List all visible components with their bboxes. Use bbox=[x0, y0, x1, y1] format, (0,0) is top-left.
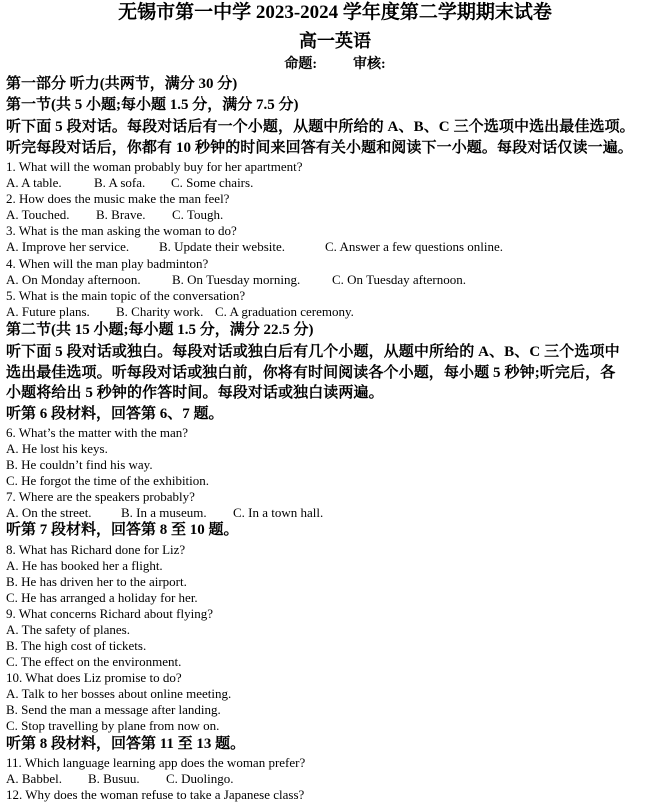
option-b: B. In a museum. bbox=[121, 505, 207, 520]
question-11-options bbox=[6, 771, 234, 787]
option-b: B. Brave. bbox=[96, 207, 146, 222]
question-11: 11. Which language learning app does the woman prefer? bbox=[6, 755, 306, 770]
question-4: 4. When will the man play badminton? bbox=[6, 256, 209, 271]
question-7-options bbox=[6, 505, 323, 521]
question-6: 6. What’s the matter with the man? bbox=[6, 425, 189, 440]
question-2-options bbox=[6, 207, 223, 223]
section1-instruction-line: 听完每段对话后，你都有 10 秒钟的时间来回答有关小题和阅读下一小题。每段对话仅读一遍。 bbox=[6, 140, 633, 156]
section2-instruction-line: 选出最佳选项。听每段对话或独白前，你将有时间阅读各个小题，每小题 5 秒钟;听完后，各 bbox=[6, 365, 616, 381]
exam-title: 无锡市第一中学 2023-2024 学年度第二学期期末试卷 bbox=[118, 2, 552, 23]
exam-credits bbox=[0, 55, 670, 75]
question-3: 3. What is the man asking the woman to do? bbox=[6, 223, 237, 238]
question-6-option-c: C. He forgot the time of the exhibition. bbox=[6, 473, 210, 488]
question-9-option-c: C. The effect on the environment. bbox=[6, 654, 182, 669]
option-a: A. On Monday afternoon. bbox=[6, 272, 141, 287]
part1-title: 第一部分 听力(共两节，满分 30 分) bbox=[6, 76, 238, 92]
question-2: 2. How does the music make the man feel? bbox=[6, 191, 230, 206]
option-c: C. In a town hall. bbox=[233, 505, 324, 520]
question-3-options bbox=[6, 239, 503, 255]
material-6-heading: 听第 6 段材料，回答第 6、7 题。 bbox=[6, 406, 224, 422]
exam-subject: 高一英语 bbox=[299, 31, 371, 51]
question-6-option-b: B. He couldn’t find his way. bbox=[6, 457, 153, 472]
question-4-options bbox=[6, 272, 466, 288]
section2-title: 第二节(共 15 小题;每小题 1.5 分，满分 22.5 分) bbox=[6, 322, 314, 338]
question-10-option-a: A. Talk to her bosses about online meeting. bbox=[6, 686, 232, 701]
option-c: C. Answer a few questions online. bbox=[325, 239, 504, 254]
question-5: 5. What is the main topic of the conversation? bbox=[6, 288, 246, 303]
question-10: 10. What does Liz promise to do? bbox=[6, 670, 182, 685]
section2-instruction-line: 小题将给出 5 秒钟的作答时间。每段对话或独白读两遍。 bbox=[6, 385, 384, 401]
option-a: A. Improve her service. bbox=[6, 239, 130, 254]
option-c: C. Some chairs. bbox=[171, 175, 254, 190]
option-b: B. Charity work. bbox=[116, 304, 204, 319]
question-8: 8. What has Richard done for Liz? bbox=[6, 542, 186, 557]
question-1-options bbox=[6, 175, 253, 191]
question-9: 9. What concerns Richard about flying? bbox=[6, 606, 213, 621]
question-7: 7. Where are the speakers probably? bbox=[6, 489, 195, 504]
setter-label: 命题: bbox=[284, 57, 317, 72]
option-c: C. Duolingo. bbox=[166, 771, 234, 786]
option-c: C. On Tuesday afternoon. bbox=[332, 272, 466, 287]
option-a: A. A table. bbox=[6, 175, 62, 190]
option-a: A. Touched. bbox=[6, 207, 70, 222]
question-8-option-c: C. He has arranged a holiday for her. bbox=[6, 590, 198, 605]
option-a: A. Future plans. bbox=[6, 304, 90, 319]
question-12: 12. Why does the woman refuse to take a Japanese class? bbox=[6, 787, 305, 802]
option-b: B. A sofa. bbox=[94, 175, 146, 190]
option-a: A. On the street. bbox=[6, 505, 92, 520]
option-b: B. On Tuesday morning. bbox=[172, 272, 301, 287]
question-10-option-b: B. Send the man a message after landing. bbox=[6, 702, 221, 717]
question-1: 1. What will the woman probably buy for her apartment? bbox=[6, 159, 303, 174]
option-c: C. A graduation ceremony. bbox=[215, 304, 354, 319]
question-9-option-a: A. The safety of planes. bbox=[6, 622, 130, 637]
question-9-option-b: B. The high cost of tickets. bbox=[6, 638, 147, 653]
section1-title: 第一节(共 5 小题;每小题 1.5 分，满分 7.5 分) bbox=[6, 97, 299, 113]
question-10-option-c: C. Stop travelling by plane from now on. bbox=[6, 718, 220, 733]
question-8-option-b: B. He has driven her to the airport. bbox=[6, 574, 187, 589]
section1-instruction-line: 听下面 5 段对话。每段对话后有一个小题，从题中所给的 A、B、C 三个选项中选出最佳选项。 bbox=[6, 119, 635, 135]
question-8-option-a: A. He has booked her a flight. bbox=[6, 558, 163, 573]
section2-instruction-line: 听下面 5 段对话或独白。每段对话或独白后有几个小题，从题中所给的 A、B、C 三个选项中 bbox=[6, 344, 620, 360]
material-8-heading: 听第 8 段材料，回答第 11 至 13 题。 bbox=[6, 736, 246, 752]
option-b: B. Busuu. bbox=[88, 771, 140, 786]
option-b: B. Update their website. bbox=[159, 239, 285, 254]
option-c: C. Tough. bbox=[172, 207, 224, 222]
option-a: A. Babbel. bbox=[6, 771, 62, 786]
question-6-option-a: A. He lost his keys. bbox=[6, 441, 108, 456]
reviewer-label: 审核: bbox=[353, 57, 386, 72]
question-5-options bbox=[6, 304, 354, 320]
material-7-heading: 听第 7 段材料，回答第 8 至 10 题。 bbox=[6, 522, 239, 538]
